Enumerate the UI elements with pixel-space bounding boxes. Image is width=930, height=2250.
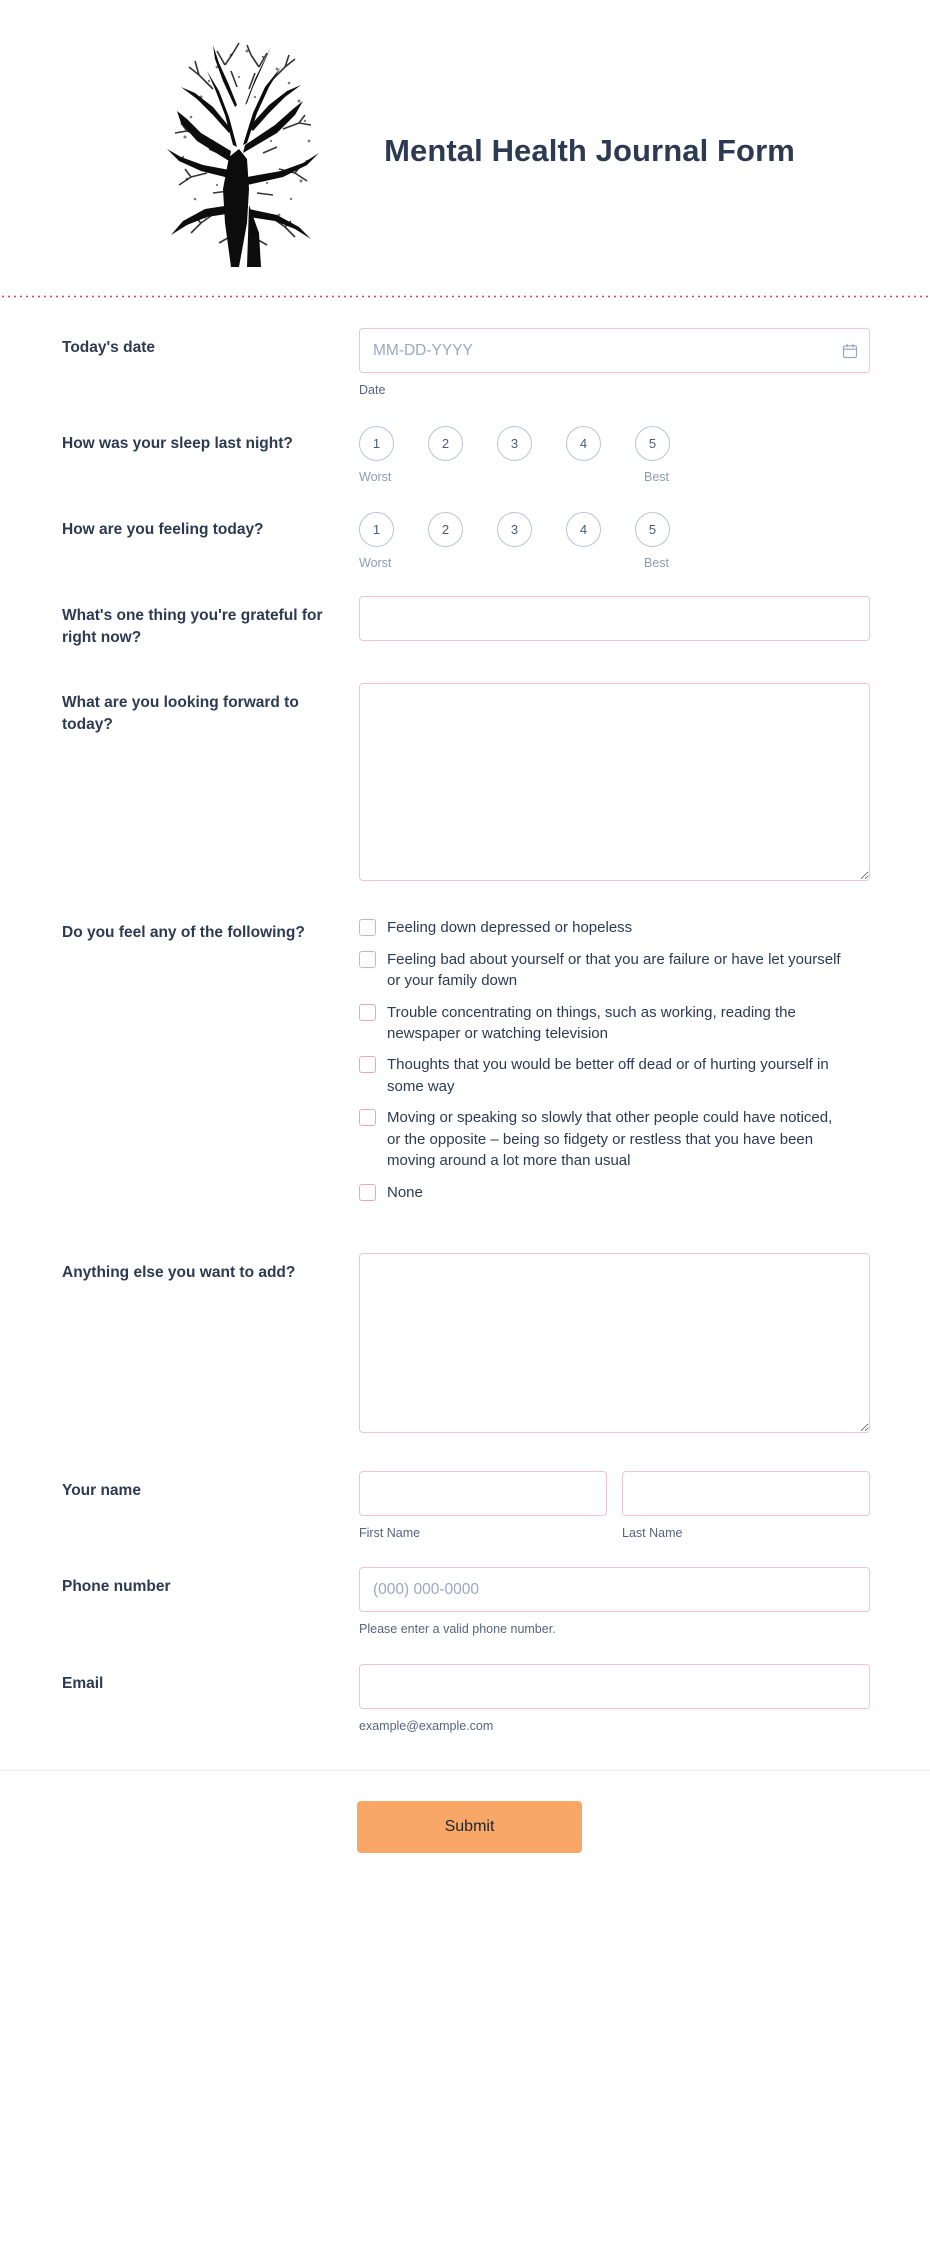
field-your-name bbox=[0, 1471, 930, 1541]
feeling-rating-option-2[interactable]: 2 bbox=[428, 512, 463, 547]
checkbox-label: Moving or speaking so slowly that other people could have noticed, or the opposite – being so fidgety or restless that you have been moving around a lot more than usual bbox=[387, 1109, 833, 1170]
sleep-rating-scale bbox=[359, 426, 870, 461]
field-grateful bbox=[0, 596, 930, 649]
checkbox-box[interactable] bbox=[359, 1109, 376, 1126]
submit-button[interactable]: Submit bbox=[357, 1801, 582, 1853]
field-phone bbox=[0, 1567, 930, 1637]
sleep-scale-high-label: Best bbox=[643, 470, 669, 485]
sleep-rating-option-4[interactable]: 4 bbox=[566, 426, 601, 461]
checkbox-box[interactable] bbox=[359, 1004, 376, 1021]
checkbox-box[interactable] bbox=[359, 1184, 376, 1201]
field-sleep-rating bbox=[0, 424, 930, 484]
checkbox-label: None bbox=[387, 1183, 423, 1201]
sublabel-last-name: Last Name bbox=[622, 1526, 683, 1541]
phone-input[interactable] bbox=[359, 1567, 870, 1612]
sublabel-phone: Please enter a valid phone number. bbox=[359, 1622, 556, 1637]
feeling-scale-low-label: Worst bbox=[359, 556, 392, 571]
form-header bbox=[0, 0, 930, 295]
label-feeling-rating: How are you feeling today? bbox=[62, 521, 264, 539]
label-looking-forward: What are you looking forward to today? bbox=[62, 694, 299, 734]
checkbox-item[interactable] bbox=[359, 917, 870, 938]
checkbox-label: Trouble concentrating on things, such as working, reading the newspaper or watching television bbox=[387, 1003, 796, 1042]
feeling-rating-option-3[interactable]: 3 bbox=[497, 512, 532, 547]
sublabel-date: Date bbox=[359, 383, 386, 397]
label-anything-else: Anything else you want to add? bbox=[62, 1264, 296, 1282]
feeling-scale-high-label: Best bbox=[643, 556, 669, 571]
checkbox-item[interactable] bbox=[359, 1182, 870, 1203]
symptoms-checkbox-group bbox=[359, 913, 870, 1213]
label-phone: Phone number bbox=[62, 1578, 171, 1596]
checkbox-item[interactable] bbox=[359, 949, 870, 992]
checkbox-item[interactable] bbox=[359, 1107, 870, 1171]
label-grateful: What's one thing you're grateful for right now? bbox=[62, 607, 323, 647]
looking-forward-textarea[interactable] bbox=[359, 683, 870, 881]
checkbox-box[interactable] bbox=[359, 951, 376, 968]
field-looking-forward bbox=[0, 683, 930, 881]
field-symptoms bbox=[0, 913, 930, 1213]
label-sleep-rating: How was your sleep last night? bbox=[62, 435, 293, 453]
first-name-input[interactable] bbox=[359, 1471, 607, 1516]
sleep-rating-option-3[interactable]: 3 bbox=[497, 426, 532, 461]
field-today-date bbox=[0, 328, 930, 398]
form-body bbox=[0, 298, 930, 1893]
sublabel-first-name: First Name bbox=[359, 1526, 421, 1541]
checkbox-label: Feeling down depressed or hopeless bbox=[387, 919, 633, 937]
last-name-input[interactable] bbox=[622, 1471, 870, 1516]
submit-row bbox=[0, 1771, 930, 1893]
sleep-rating-option-1[interactable]: 1 bbox=[359, 426, 394, 461]
form-title: Mental Health Journal Form bbox=[384, 133, 795, 169]
sleep-rating-option-2[interactable]: 2 bbox=[428, 426, 463, 461]
feeling-rating-scale bbox=[359, 512, 870, 547]
feeling-rating-option-5[interactable]: 5 bbox=[635, 512, 670, 547]
sleep-scale-low-label: Worst bbox=[359, 470, 392, 485]
feeling-rating-option-1[interactable]: 1 bbox=[359, 512, 394, 547]
checkbox-item[interactable] bbox=[359, 1002, 870, 1045]
label-email: Email bbox=[62, 1674, 104, 1692]
label-today-date: Today's date bbox=[62, 339, 155, 356]
field-anything-else bbox=[0, 1253, 930, 1433]
tree-head-silhouette-icon bbox=[135, 34, 350, 269]
label-your-name: Your name bbox=[62, 1482, 141, 1500]
checkbox-item[interactable] bbox=[359, 1054, 870, 1097]
checkbox-box[interactable] bbox=[359, 1056, 376, 1073]
email-input[interactable] bbox=[359, 1664, 870, 1709]
field-email bbox=[0, 1664, 930, 1734]
grateful-input[interactable] bbox=[359, 596, 870, 641]
checkbox-label: Feeling bad about yourself or that you are failure or have let yourself or your family down bbox=[387, 950, 841, 990]
date-input[interactable] bbox=[359, 328, 870, 373]
checkbox-box[interactable] bbox=[359, 919, 376, 936]
sleep-rating-option-5[interactable]: 5 bbox=[635, 426, 670, 461]
label-symptoms: Do you feel any of the following? bbox=[62, 924, 305, 942]
feeling-rating-option-4[interactable]: 4 bbox=[566, 512, 601, 547]
anything-else-textarea[interactable] bbox=[359, 1253, 870, 1433]
sublabel-email: example@example.com bbox=[359, 1718, 494, 1733]
checkbox-label: Thoughts that you would be better off dead or of hurting yourself in some way bbox=[387, 1056, 829, 1095]
field-feeling-rating bbox=[0, 510, 930, 570]
